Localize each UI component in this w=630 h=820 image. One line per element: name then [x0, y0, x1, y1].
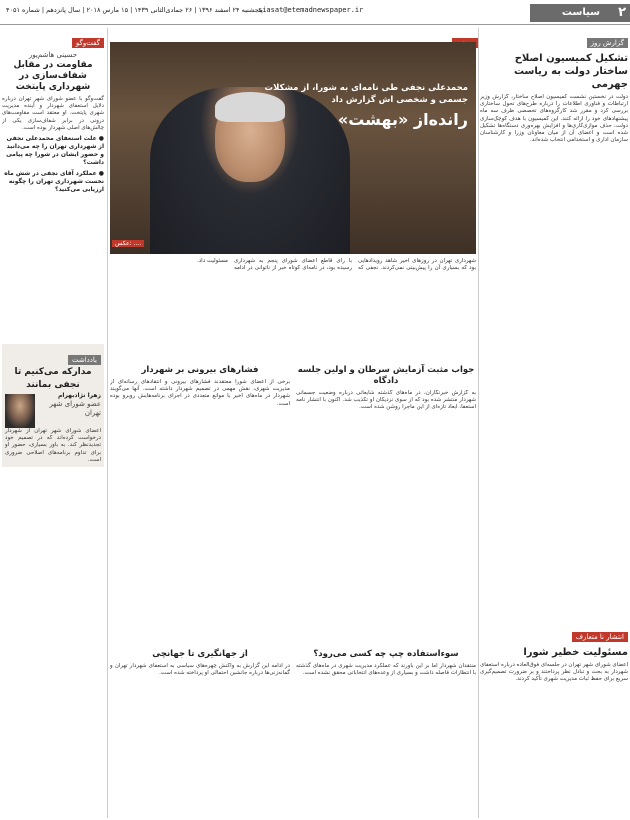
left-title-2: مدارکه می‌کنیم تا نجفی بمانند	[14, 367, 92, 391]
main-body-e: در ادامه این گزارش به واکنش چهره‌های سیاسی به استعفای شهردار تهران و گمانه‌زنی‌ها درباره جانشین احتمالی او پرداخته شده است.	[110, 663, 290, 677]
subhead-1: جواب مثبت آزمایش سرطان و اولین جلسه دادگاه	[297, 365, 475, 386]
section-banner	[530, 4, 630, 22]
right-article-body: دولت در نخستین نشست کمیسیون اصلاح ساختار، گزارش وزیر ارتباطات و فناوری اطلاعات را درباره طرح‌های تحول ساختاری بررسی کرد و مقرر شد کارگروه‌های تخصصی ظرف سه ماه پیشنهادهای خود را ارائه کنند. این کمیسیون با هدف کوچک‌سازی دولت، حذف موازی‌کاری‌ها و افزایش بهره‌وری دستگاه‌ها تشکیل شده است و اعضای آن از میان معاونان وزرا و کارشناسان سازمان اداری و استخدامی انتخاب شده‌اند.	[480, 94, 628, 144]
photo-headline-block	[258, 82, 468, 130]
lead-photo	[110, 42, 476, 254]
column-rule	[478, 28, 479, 818]
main-body-c: برخی از اعضای شورا معتقدند فشارهای بیرونی و انتقادهای رسانه‌ای از مدیریت شهری، نقش مهمی در تصمیم شهردار داشته است. آنها می‌گویند شهردار در ماه‌های اخیر با موانع متعددی در اجرای برنامه‌هایش روبرو بوده است.	[110, 379, 290, 407]
left-body: گفت‌وگو با عضو شورای شهر تهران درباره دلایل استعفای شهردار و آینده مدیریت شهری پایتخت. او معتقد است مقاومت‌های درونی در برابر شفاف‌سازی یکی از چالش‌های اصلی شهردار بوده است.	[2, 96, 104, 131]
right-tag-2: انتشار نا متعارف	[572, 632, 628, 642]
left-tag-2: یادداشت	[68, 355, 101, 365]
right-article-body-2: اعضای شورای شهر تهران در جلسه‌ای فوق‌العاده درباره استعفای شهردار به بحث و تبادل نظر پرداختند و بر ضرورت تصمیم‌گیری سریع برای حفظ ثبات مدیریت شهری تأکید کردند.	[480, 662, 628, 683]
left-question-2: ● عملکرد آقای نجفی در شش ماه نخست شهرداری تهران را چگونه ارزیابی می‌کنید؟	[4, 170, 104, 194]
subhead-3: سوءاستفاده چپ چه کسی می‌رود؟	[313, 649, 459, 659]
author-role: عضو شورای شهر تهران	[49, 400, 101, 418]
page-number: ۲	[618, 5, 626, 20]
main-body-b: به گزارش خبرنگاران، در ماه‌های گذشته شایعاتی درباره وضعیت جسمانی شهردار منتشر شده بود که از سوی نزدیکان او تکذیب شد. اکنون با انتشار نامه استعفا، ابعاد تازه‌ای از این ماجرا روشن شده است.	[296, 390, 476, 411]
right-article-title-2: مسئولیت خطیر شورا	[523, 647, 628, 658]
page-header	[0, 0, 630, 26]
author-name: زهرا نژادبهرام	[57, 392, 101, 400]
left-note-box	[2, 344, 104, 467]
main-body-a: شهرداری تهران در روزهای اخیر شاهد رویدادهایی بود که بسیاری آن را پیش‌بینی نمی‌کردند. نجفی که با رأی قاطع اعضای شورای پنجم به شهرداری رسیده بود، در نامه‌ای کوتاه خبر از ناتوانی در ادامه مسئولیت داد.	[196, 258, 476, 272]
date-line: پنجشنبه ۲۴ اسفند ۱۳۹۶ | ۲۶ جمادی‌الثانی ۱۴۳۹ | ۱۵ مارس ۲۰۱۸ | سال پانزدهم | شماره ۴۰۵۱	[6, 6, 263, 14]
photo-kicker: محمدعلی نجفی طی نامه‌ای به شورا، از مشکلات جسمی و شخصی اش گزارش داد	[264, 83, 468, 105]
main-body-d: منتقدان شهردار اما بر این باورند که عملکرد مدیریت شهری در ماه‌های گذشته با انتظارات فاصله داشت و بسیاری از وعده‌های انتخاباتی محقق نشده است.	[296, 663, 476, 677]
left-body-2: اعضای شورای شهر تهران از شهردار درخواست کرده‌اند که در تصمیم خود تجدیدنظر کند. به باور بسیاری، حضور او برای تداوم برنامه‌های اصلاحی ضروری است.	[5, 428, 101, 463]
left-tag: گفت‌وگو	[72, 38, 104, 48]
photo-caption: عکس: ....	[112, 240, 144, 247]
main-body	[110, 258, 476, 818]
section-title: سیاست	[561, 7, 600, 18]
column-rule-left	[107, 28, 108, 818]
site-email: siasat@etemadnewspaper.ir	[258, 6, 364, 14]
author-portrait	[5, 394, 35, 428]
left-title: مقاومت در مقابل شفاف‌سازی در شهرداری پایتخت	[13, 60, 93, 92]
photo-headline: رانده‌از «بهشت»	[337, 110, 468, 129]
left-intro: حسینی هاشم‌پور	[28, 51, 78, 59]
subhead-2: فشارهای بیرونی بر شهردار	[141, 365, 259, 375]
right-column	[480, 30, 628, 820]
right-article-title: تشکیل کمیسیون اصلاح ساختار دولت به ریاست جهرمی	[513, 53, 628, 90]
subhead-4: از جهانگیری تا جهانچی	[152, 649, 248, 659]
right-tag: گزارش روز	[587, 38, 628, 48]
left-question-1: ● علت استعفای محمدعلی نجفی از شهرداری تهران را چه می‌دانید و حضور ایشان در شورا چه پیامی داشت؟	[6, 135, 104, 167]
left-column	[2, 30, 104, 820]
header-divider	[0, 24, 630, 25]
